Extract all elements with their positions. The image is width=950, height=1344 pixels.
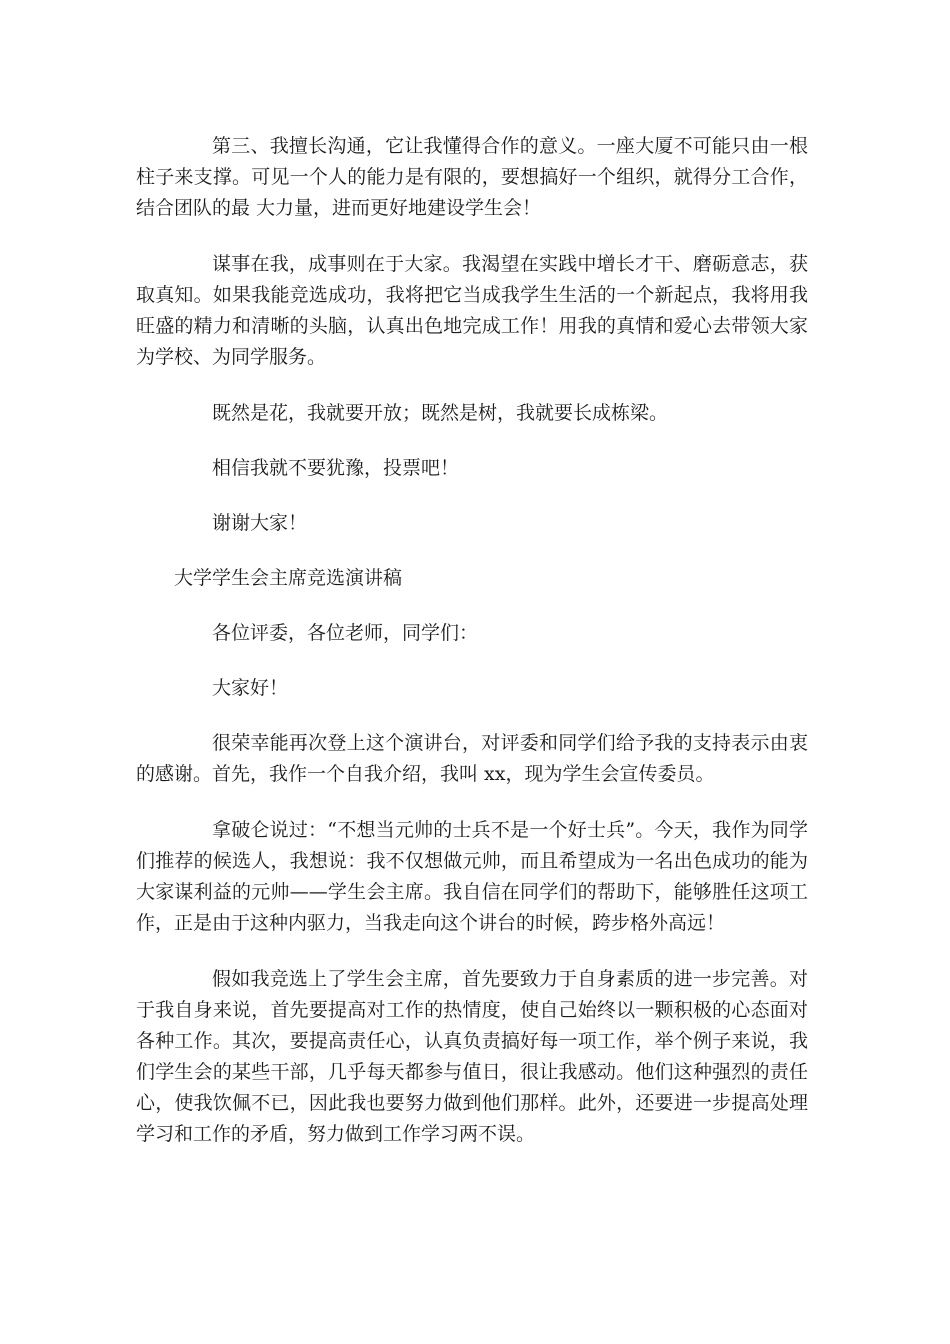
- document-page: [136, 131, 808, 1175]
- paragraph-aspiration: 谋事在我，成事则在于大家。我渴望在实践中增长才干、磨砺意志，获取真知。如果我能竞选成功，我将把它当成我学生生活的一个新起点，我将用我旺盛的精力和清晰的头脑，认真出色地完成工作！用我的真情和爱心去带领大家为学校、为同学服务。: [136, 253, 808, 368]
- speech-title: 大学学生会主席竞选演讲稿: [174, 567, 403, 589]
- paragraph-salutation: 各位评委，各位老师，同学们：: [212, 622, 479, 644]
- paragraph-greeting: 大家好！: [212, 677, 289, 699]
- paragraph-vote: 相信我就不要犹豫，投票吧！: [212, 457, 460, 479]
- paragraph-plan: 假如我竞选上了学生会主席，首先要致力于自身素质的进一步完善。对于我自身来说，首先要提高对工作的热情度，使自己始终以一颗积极的心态面对各种工作。其次，要提高责任心，认真负责搞好每一项工作，举个例子来说，我们学生会的某些干部，几乎每天都参与值日，很让我感动。他们这种强烈的责任心，使我饮佩不已，因此我也要努力做到他们那样。此外，还要进一步提高处理学习和工作的矛盾，努力做到工作学习两不误。: [136, 968, 808, 1145]
- paragraph-napoleon: 拿破仑说过：“不想当元帅的士兵不是一个好士兵”。今天，我作为同学们推荐的候选人，我想说：我不仅想做元帅，而且希望成为一名出色成功的能为大家谋利益的元帅——学生会主席。我自信在同学们的帮助下，能够胜任这项工作，正是由于这种内驱力，当我走向这个讲台的时候，跨步格外高远！: [136, 819, 808, 934]
- paragraph-introduction: 很荣幸能再次登上这个演讲台，对评委和同学们给予我的支持表示由衷的感谢。首先，我作一个自我介绍，我叫 xx，现为学生会宣传委员。: [136, 732, 808, 785]
- paragraph-thanks: 谢谢大家！: [212, 512, 308, 534]
- paragraph-flower-tree: 既然是花，我就要开放；既然是树，我就要长成栋梁。: [212, 402, 669, 424]
- paragraph-communication: 第三、我擅长沟通，它让我懂得合作的意义。一座大厦不可能只由一根柱子来支撑。可见一个人的能力是有限的，要想搞好一个组织，就得分工合作，结合团队的最 大力量，进而更好地建设学生会！: [136, 135, 808, 219]
